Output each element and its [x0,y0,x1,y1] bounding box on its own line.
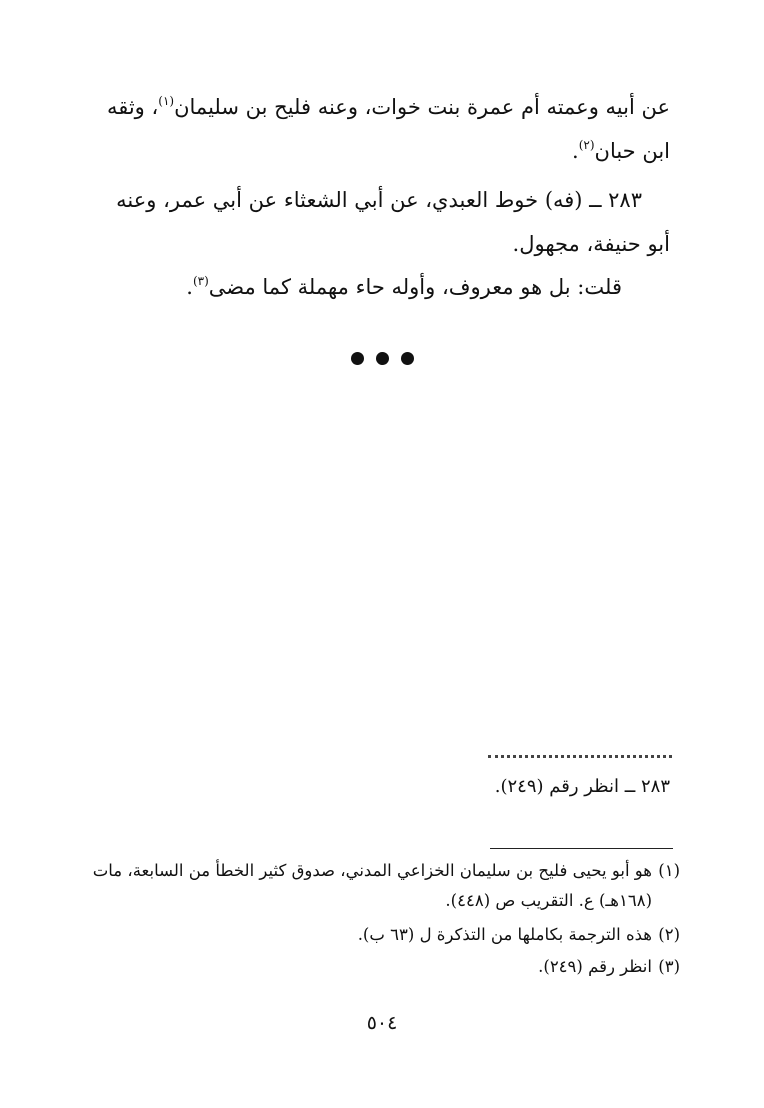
footnote-number: (١) [658,861,680,880]
footnote-ref[interactable]: (٣) [192,274,209,288]
footnote-line: (٢)هذه الترجمة بكاملها من التذكرة ل (٦٣ ب). [70,920,680,950]
separator-dot [401,352,414,365]
dotted-divider [488,755,672,758]
section-separator [0,350,764,369]
page-number: ٥٠٤ [366,1012,398,1034]
footnote-divider [490,848,673,849]
entry-283-comment [70,265,670,309]
footnote-line: (١)هو أبو يحيى فليح بن سليمان الخزاعي المدني، صدوق كثير الخطأ من السابعة، مات [70,856,680,886]
footnote-2 [70,920,680,950]
text-line: أبو حنيفة، مجهول. [512,232,670,256]
footnote-ref[interactable]: (١) [158,94,175,108]
footnote-line: (١٦٨هـ) ع. التقريب ص (٤٤٨). [445,891,652,910]
footnote-number: (٢) [658,925,680,944]
footnote-line: (٣)انظر رقم (٢٤٩). [70,952,680,982]
text-line: ٢٨٣ ــ (فه) خوط العبدي، عن أبي الشعثاء عن أبي عمر، وعنه [116,188,642,212]
footnote-3 [70,952,680,982]
separator-dot [376,352,389,365]
footnote-1 [70,856,680,916]
variant-note: ٢٨٣ ــ انظر رقم (٢٤٩). [494,776,670,797]
entry-282-continuation [70,85,670,173]
text-line: ابن حبان$^{(٢)}$. [572,138,670,163]
entry-283 [70,178,670,266]
separator-dot [351,352,364,365]
text-line: قلت: بل هو معروف، وأوله حاء مهملة كما مضى$^{(٣)}$. [186,274,622,299]
text-line: عن أبيه وعمته أم عمرة بنت خوات، وعنه فليح بن سليمان$^{(١)}$، وثقه [106,94,670,119]
footnote-number: (٣) [658,957,680,976]
footnote-ref[interactable]: (٢) [578,138,595,152]
